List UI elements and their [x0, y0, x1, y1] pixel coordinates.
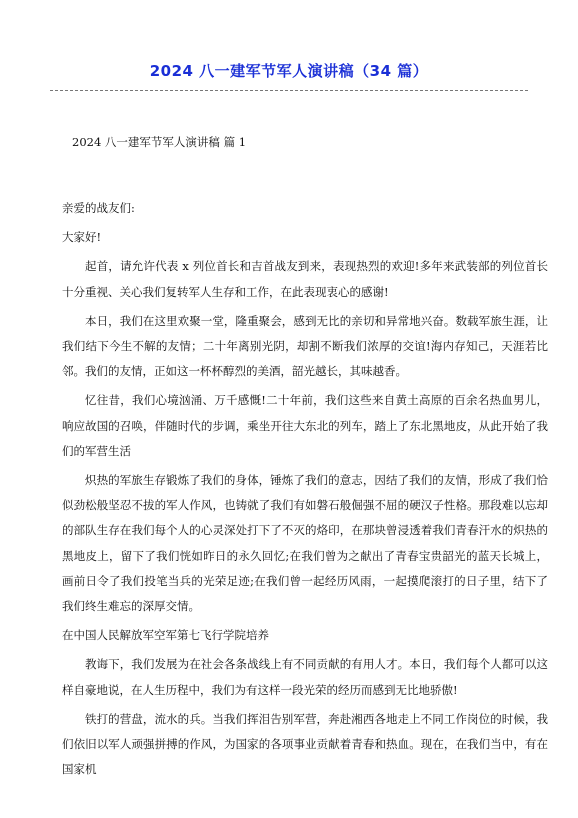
paragraph: 铁打的营盘，流水的兵。当我们挥泪告别军营，奔赴湘西各地走上不同工作岗位的时候，我们依旧以军人顽强拼搏的作风，为国家的各项事业贡献着青春和热血。现在，在我们当中，有在国家机: [62, 711, 548, 777]
title-divider: [50, 90, 528, 91]
paragraph: 起首，请允许代表 x 列位首长和吉首战友到来，表现热烈的欢迎!多年来武装部的列位首长十分重视、关心我们复转军人生存和工作，在此表现衷心的感谢!: [62, 259, 548, 299]
paragraph: 忆往昔，我们心境汹涌、万千感慨!二十年前，我们这些来自黄土高原的百余名热血男儿，响应故国的召唤，伴随时代的步调，乘坐开往大东北的列车，踏上了东北黑地皮，从此开始了我们的军营生活: [62, 393, 548, 458]
paragraph: 炽热的军旅生存锻炼了我们的身体，锤炼了我们的意志，因结了我们的友情，形成了我们恰似劲松般坚忍不拔的军人作风，也铸就了我们有如磐石般倔强不屈的硬汉子性格。那段难以忘却的部队生存在我们每个人的心灵深处打下了不灭的烙印，在那块曾浸透着我们青春汗水的炽热的黑地皮上，留下了我们恍如昨日的永久回忆;在我们曾为之献出了青春宝贵韶光的蓝天长城上，画前日令了我们投笔当兵的光荣足迹;在我们曾一起经历风雨，一起摸爬滚打的日子里，结下了我们终生难忘的深厚交情。: [62, 473, 548, 614]
paragraph: 在中国人民解放军空军第七飞行学院培养: [62, 628, 269, 643]
paragraph: 教诲下，我们发展为在社会各条战线上有不同贡献的有用人才。本日，我们每个人都可以这样自豪地说，在人生历程中，我们为有这样一段光荣的经历而感到无比地骄傲!: [62, 657, 548, 697]
section-heading: 2024 八一建军节军人演讲稿 篇 1: [72, 135, 247, 149]
paragraph: 本日，我们在这里欢聚一堂，隆重聚会，感到无比的亲切和异常地兴奋。数载军旅生涯，让我们结下今生不解的友情；二十年离别光阴，却割不断我们浓厚的交谊!海内存知己，天涯若比邻。我们的友情，正如这一杯杯醇烈的美酒，韶光越长，其味越香。: [62, 313, 548, 379]
paragraph-greeting: 大家好!: [62, 230, 102, 245]
document-title: 2024 八一建军节军人演讲稿（34 篇）: [149, 62, 429, 80]
paragraph-salutation: 亲爱的战友们:: [62, 201, 135, 215]
document-body: [62, 196, 548, 786]
